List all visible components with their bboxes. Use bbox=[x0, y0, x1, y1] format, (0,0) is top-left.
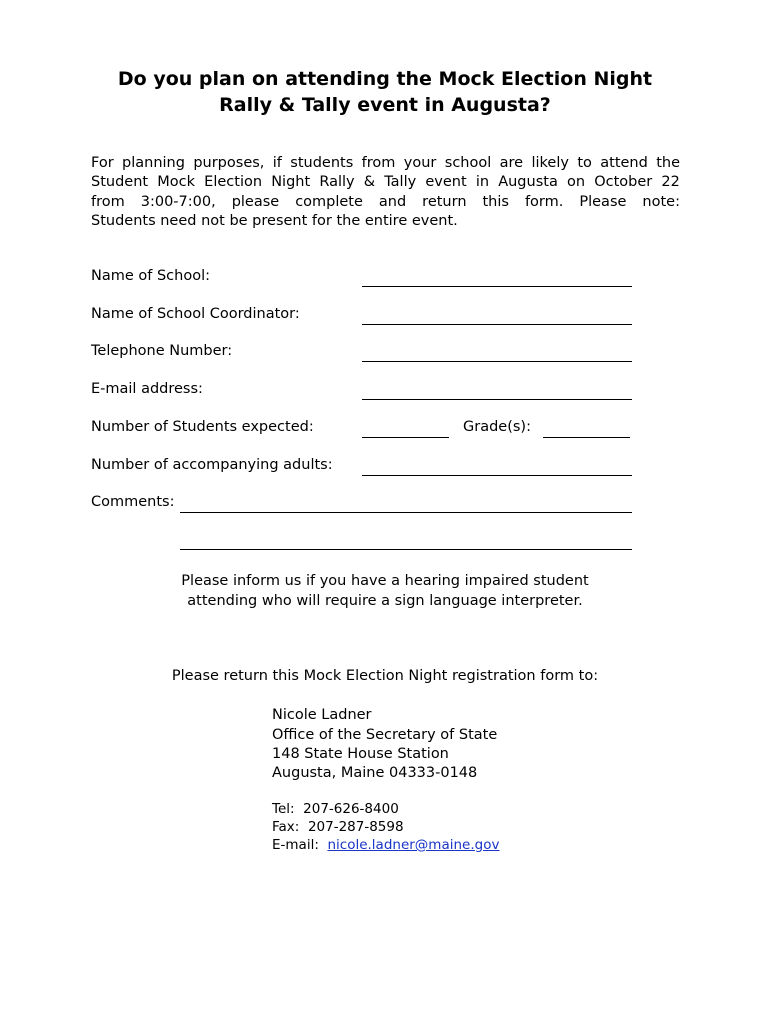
intro-word: please bbox=[231, 193, 280, 210]
school-name-label: Name of School: bbox=[91, 268, 210, 284]
page-title-line-2: Rally & Tally event in Augusta? bbox=[219, 94, 551, 116]
intro-word: students bbox=[290, 155, 354, 171]
intro-word: and bbox=[378, 193, 407, 210]
intro-word: in bbox=[475, 174, 490, 191]
email-contact-label: E-mail: bbox=[272, 837, 319, 853]
interpreter-notice-line-2: attending who will require a sign language interpreter. bbox=[187, 593, 583, 609]
coordinator-field[interactable] bbox=[362, 306, 632, 325]
intro-word: on bbox=[567, 174, 586, 191]
interpreter-notice-line-1: Please inform us if you have a hearing impaired student bbox=[181, 573, 589, 589]
email-link[interactable]: nicole.ladner@maine.gov bbox=[327, 837, 500, 853]
intro-word: likely bbox=[531, 155, 569, 171]
intro-word: event bbox=[425, 174, 467, 191]
intro-word: Tally bbox=[384, 174, 417, 191]
students-expected-label: Number of Students expected: bbox=[91, 419, 314, 435]
students-expected-field[interactable] bbox=[362, 419, 449, 438]
address-name: Nicole Ladner bbox=[272, 707, 372, 723]
intro-line-1 bbox=[91, 154, 680, 173]
page-title-line-1: Do you plan on attending the Mock Election Night bbox=[117, 68, 653, 90]
intro-word: Rally bbox=[319, 174, 355, 191]
comments-field-line-1[interactable] bbox=[180, 494, 632, 513]
intro-word: this bbox=[482, 193, 509, 210]
intro-word: Mock bbox=[157, 174, 196, 191]
intro-word: For bbox=[91, 155, 114, 171]
intro-word: Augusta bbox=[498, 174, 558, 191]
fax-value: 207-287-8598 bbox=[307, 819, 404, 835]
intro-line-4: Students need not be present for the entire event. bbox=[91, 212, 458, 229]
intro-word: the bbox=[656, 155, 680, 171]
fax-label: Fax: bbox=[272, 819, 300, 835]
comments-label: Comments: bbox=[91, 494, 175, 510]
intro-word: 3:00-7:00, bbox=[140, 193, 216, 210]
intro-word: Student bbox=[91, 174, 149, 191]
intro-word: are bbox=[499, 155, 524, 171]
contact-email bbox=[272, 836, 499, 854]
tel-value: 207-626-8400 bbox=[303, 801, 399, 817]
coordinator-label: Name of School Coordinator: bbox=[91, 306, 300, 322]
intro-word: from bbox=[91, 193, 125, 210]
intro-word: school bbox=[444, 155, 492, 171]
email-label: E-mail address: bbox=[91, 381, 203, 397]
telephone-field[interactable] bbox=[362, 343, 632, 362]
intro-word: planning bbox=[122, 155, 185, 171]
intro-word: Election bbox=[204, 174, 263, 191]
telephone-label: Telephone Number: bbox=[91, 343, 233, 359]
adults-label: Number of accompanying adults: bbox=[91, 457, 333, 473]
intro-word: to bbox=[577, 155, 592, 171]
tel-label: Tel: bbox=[272, 801, 295, 817]
intro-word: Please bbox=[579, 193, 627, 210]
intro-word: form. bbox=[524, 193, 564, 210]
intro-word: Night bbox=[271, 174, 311, 191]
intro-word: October bbox=[594, 174, 653, 191]
email-field[interactable] bbox=[362, 381, 632, 400]
address-office: Office of the Secretary of State bbox=[272, 727, 498, 743]
intro-word: attend bbox=[600, 155, 648, 171]
contact-fax bbox=[272, 818, 404, 836]
intro-word: 22 bbox=[661, 174, 680, 191]
intro-word: from bbox=[361, 155, 396, 171]
intro-paragraph bbox=[91, 154, 680, 231]
school-name-field[interactable] bbox=[362, 268, 632, 287]
intro-line-2 bbox=[91, 173, 680, 192]
intro-word: complete bbox=[295, 193, 363, 210]
intro-word: your bbox=[403, 155, 437, 171]
intro-line-3 bbox=[91, 193, 680, 212]
address-city: Augusta, Maine 04333-0148 bbox=[272, 765, 478, 781]
intro-word: if bbox=[272, 155, 282, 171]
grades-field[interactable] bbox=[543, 419, 630, 438]
comments-field-line-2[interactable] bbox=[180, 531, 632, 550]
return-instructions: Please return this Mock Election Night registration form to: bbox=[171, 668, 599, 684]
adults-field[interactable] bbox=[362, 457, 632, 476]
intro-word: return bbox=[422, 193, 467, 210]
contact-telephone bbox=[272, 800, 399, 818]
intro-word: note: bbox=[642, 193, 680, 210]
intro-word: & bbox=[363, 174, 376, 191]
address-street: 148 State House Station bbox=[272, 746, 449, 762]
grades-label: Grade(s): bbox=[463, 419, 531, 435]
intro-word: purposes, bbox=[193, 155, 265, 171]
